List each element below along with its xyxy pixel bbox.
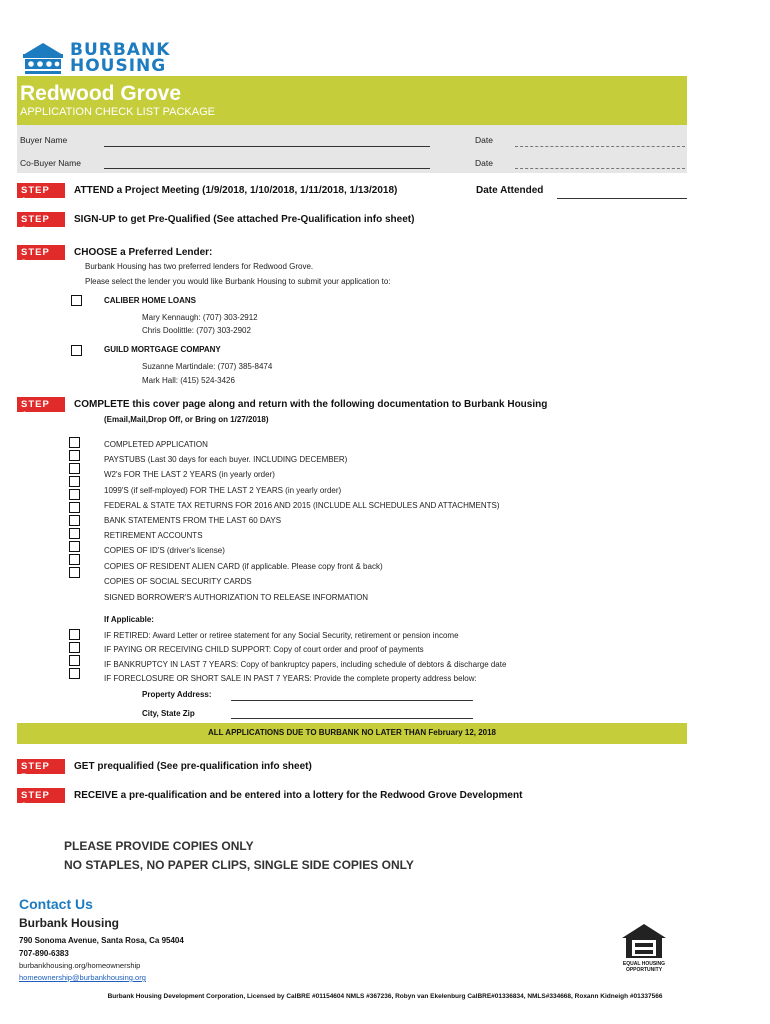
lender-caliber-contact: Chris Doolittle: (707) 303-2902 bbox=[142, 326, 251, 335]
lender-caliber-checkbox[interactable] bbox=[71, 295, 82, 306]
page-subtitle: APPLICATION CHECK LIST PACKAGE bbox=[20, 106, 215, 118]
cobuyer-name-field[interactable] bbox=[104, 168, 430, 169]
document-checkbox[interactable] bbox=[69, 528, 80, 539]
document-checkbox[interactable] bbox=[69, 541, 80, 552]
lender-guild-contact: Mark Hall: (415) 524-3426 bbox=[142, 376, 235, 385]
property-address-field[interactable] bbox=[231, 700, 473, 701]
contact-org: Burbank Housing bbox=[19, 916, 120, 930]
document-checkbox[interactable] bbox=[69, 450, 80, 461]
lender-guild-contact: Suzanne Martindale: (707) 385-8474 bbox=[142, 362, 273, 371]
logo-text-housing: HOUSING bbox=[70, 56, 167, 76]
step-2-text: SIGN-UP to get Pre-Qualified (See attached Pre-Qualification info sheet) bbox=[74, 214, 415, 225]
buyer-name-field[interactable] bbox=[104, 146, 430, 147]
buyer-name-label: Buyer Name bbox=[20, 135, 68, 145]
step-4-badge: STEP 4: bbox=[17, 397, 65, 412]
contact-email-link[interactable]: homeownership@burbankhousing.org bbox=[19, 973, 146, 982]
document-item: FEDERAL & STATE TAX RETURNS FOR 2016 AND 2015 (INCLUDE ALL SCHEDULES AND ATTACHMENTS) bbox=[104, 500, 500, 510]
conditional-checkbox[interactable] bbox=[69, 655, 80, 666]
cobuyer-name-label: Co-Buyer Name bbox=[20, 158, 81, 168]
document-item: COPIES OF ID'S (driver's license) bbox=[104, 546, 225, 556]
contact-website[interactable]: burbankhousing.org/homeownership bbox=[19, 961, 141, 970]
document-checkbox[interactable] bbox=[69, 463, 80, 474]
burbank-logo bbox=[20, 42, 180, 76]
document-item: RETIREMENT ACCOUNTS bbox=[104, 531, 203, 541]
license-footer: Burbank Housing Development Corporation, Licensed by CalBRE #01154604 NMLS #367236, Robyn van Ekelenburg CalBRE#01336834, NMLS#334668, Roxann Kidneigh #01337566 bbox=[107, 993, 663, 1000]
no-staples-notice: NO STAPLES, NO PAPER CLIPS, SINGLE SIDE COPIES ONLY bbox=[64, 858, 414, 872]
equal-housing-logo bbox=[616, 922, 672, 976]
document-item: W2's FOR THE LAST 2 YEARS (in yearly order) bbox=[104, 470, 275, 480]
document-item: COPIES OF SOCIAL SECURITY CARDS bbox=[104, 576, 252, 586]
if-applicable-label: If Applicable: bbox=[104, 615, 154, 624]
document-checkbox[interactable] bbox=[69, 554, 80, 565]
conditional-checkbox[interactable] bbox=[69, 629, 80, 640]
step-3-line-1: Burbank Housing has two preferred lenders for Redwood Grove. bbox=[85, 262, 314, 271]
house-logo-icon bbox=[20, 42, 66, 76]
step-1-badge: STEP 1: bbox=[17, 183, 65, 198]
step-3-line-2: Please select the lender you would like Burbank Housing to submit your application to: bbox=[85, 277, 391, 286]
conditional-checkbox-column bbox=[69, 629, 80, 681]
step-6-badge: STEP 6: bbox=[17, 788, 65, 803]
step-6-text: RECEIVE a pre-qualification and be entered into a lottery for the Redwood Grove Development bbox=[74, 790, 523, 801]
document-list bbox=[104, 437, 500, 605]
document-item: COMPLETED APPLICATION bbox=[104, 440, 208, 449]
step-1-text: ATTEND a Project Meeting (1/9/2018, 1/10/2018, 1/11/2018, 1/13/2018) bbox=[74, 185, 398, 196]
conditional-checkbox[interactable] bbox=[69, 668, 80, 679]
buyer-info-band bbox=[17, 125, 687, 173]
document-checkbox[interactable] bbox=[69, 567, 80, 578]
document-checkbox-column bbox=[69, 437, 80, 580]
contact-phone: 707-890-6383 bbox=[19, 949, 69, 958]
document-item: COPIES OF RESIDENT ALIEN CARD (if applicable. Please copy front & back) bbox=[104, 561, 383, 571]
document-item: PAYSTUBS (Last 30 days for each buyer. INCLUDING DECEMBER) bbox=[104, 455, 348, 465]
step-5-text: GET prequalified (See pre-qualification info sheet) bbox=[74, 761, 312, 772]
document-checkbox[interactable] bbox=[69, 476, 80, 487]
step-2-badge: STEP 2: bbox=[17, 212, 65, 227]
date-attended-label: Date Attended bbox=[476, 185, 544, 196]
cobuyer-date-label: Date bbox=[475, 158, 493, 168]
cobuyer-date-field[interactable] bbox=[515, 168, 685, 169]
contact-address: 790 Sonoma Avenue, Santa Rosa, Ca 95404 bbox=[19, 936, 184, 945]
buyer-date-label: Date bbox=[475, 135, 493, 145]
due-date-notice: ALL APPLICATIONS DUE TO BURBANK NO LATER THAN February 12, 2018 bbox=[207, 728, 497, 737]
step-5-badge: STEP 5: bbox=[17, 759, 65, 774]
page-title: Redwood Grove bbox=[20, 82, 182, 105]
document-item: BANK STATEMENTS FROM THE LAST 60 DAYS bbox=[104, 516, 282, 526]
step-4-text: COMPLETE this cover page along and return with the following documentation to Burbank Housing bbox=[74, 399, 548, 410]
city-state-zip-field[interactable] bbox=[231, 718, 473, 719]
lender-guild-name: GUILD MORTGAGE COMPANY bbox=[104, 345, 221, 354]
document-item: SIGNED BORROWER'S AUTHORIZATION TO RELEASE INFORMATION bbox=[104, 593, 369, 603]
equal-housing-line-2: OPPORTUNITY bbox=[625, 967, 663, 973]
city-state-zip-label: City, State Zip bbox=[142, 709, 195, 718]
conditional-item: IF BANKRUPTCY IN LAST 7 YEARS: Copy of bankruptcy papers, including schedule of debtors & discharge date bbox=[104, 659, 507, 669]
conditional-item: IF PAYING OR RECEIVING CHILD SUPPORT: Copy of court order and proof of payments bbox=[104, 645, 424, 655]
lender-caliber-name: CALIBER HOME LOANS bbox=[104, 296, 196, 305]
conditional-item: IF FORECLOSURE OR SHORT SALE IN PAST 7 YEARS: Provide the complete property address below: bbox=[104, 674, 477, 684]
property-address-label: Property Address: bbox=[142, 690, 212, 699]
equal-housing-line-1: EQUAL HOUSING bbox=[622, 961, 666, 967]
copies-notice: PLEASE PROVIDE COPIES ONLY bbox=[64, 839, 254, 853]
conditional-item: IF RETIRED: Award Letter or retiree statement for any Social Security, retirement or pension income bbox=[104, 631, 459, 640]
lender-guild-checkbox[interactable] bbox=[71, 345, 82, 356]
contact-heading: Contact Us bbox=[19, 896, 93, 912]
date-attended-field[interactable] bbox=[557, 198, 687, 199]
lender-caliber-contact: Mary Kennaugh: (707) 303-2912 bbox=[142, 313, 258, 322]
document-checkbox[interactable] bbox=[69, 437, 80, 448]
equal-housing-icon bbox=[616, 922, 672, 960]
document-checkbox[interactable] bbox=[69, 489, 80, 500]
buyer-date-field[interactable] bbox=[515, 146, 685, 147]
step-3-badge: STEP 3: bbox=[17, 245, 65, 260]
conditional-list bbox=[104, 629, 506, 687]
document-checkbox[interactable] bbox=[69, 502, 80, 513]
document-item: 1099'S (if self-mployed) FOR THE LAST 2 YEARS (in yearly order) bbox=[104, 485, 342, 495]
step-4-submission-methods: (Email,Mail,Drop Off, or Bring on 1/27/2018) bbox=[104, 415, 269, 424]
conditional-checkbox[interactable] bbox=[69, 642, 80, 653]
logo-text-burbank: BURBANK bbox=[70, 40, 171, 60]
document-checkbox[interactable] bbox=[69, 515, 80, 526]
step-3-text: CHOOSE a Preferred Lender: bbox=[74, 247, 213, 258]
